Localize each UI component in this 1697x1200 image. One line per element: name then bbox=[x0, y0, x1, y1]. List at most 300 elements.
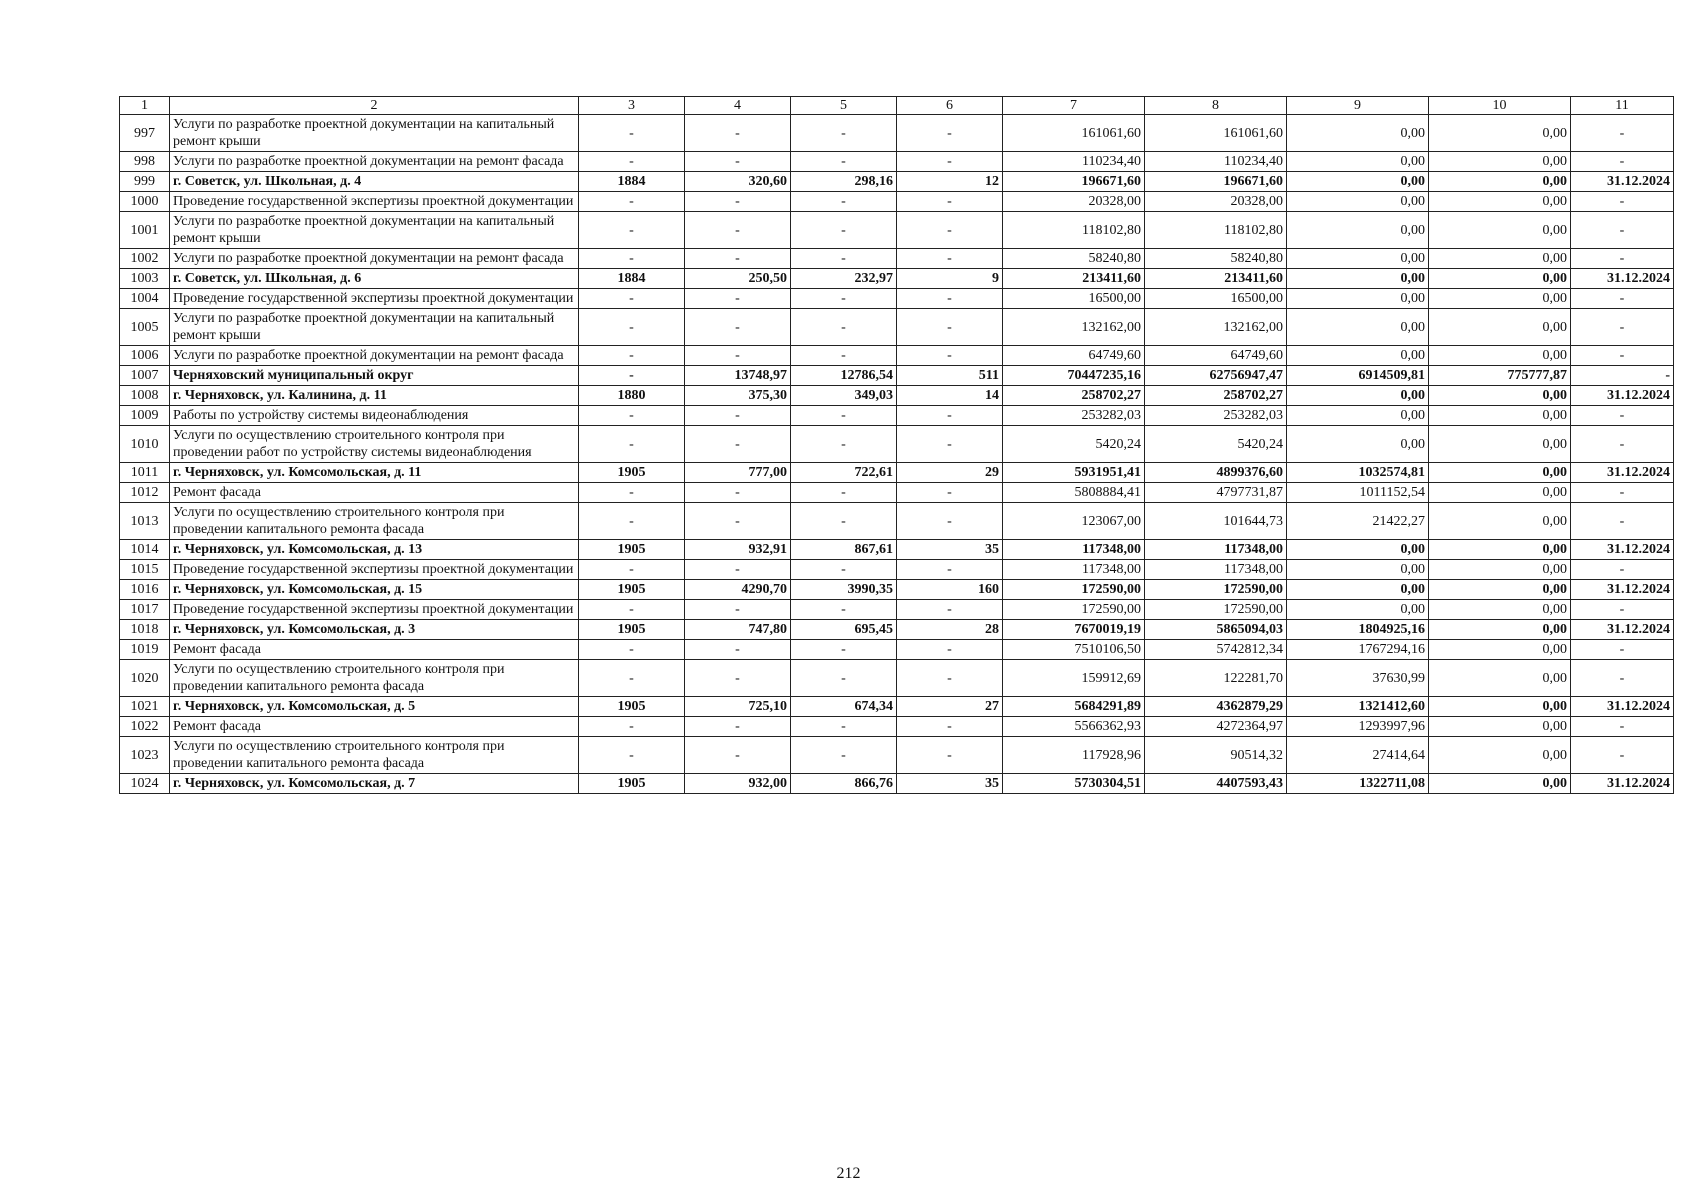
date-cell: - bbox=[1571, 600, 1674, 620]
address-row bbox=[120, 540, 1674, 560]
col-5-cell: - bbox=[791, 346, 897, 366]
col-9-cell: 1032574,81 bbox=[1287, 463, 1429, 483]
col-10-cell: 0,00 bbox=[1429, 580, 1571, 600]
col-4-cell: 13748,97 bbox=[685, 366, 791, 386]
col-8-cell: 258702,27 bbox=[1145, 386, 1287, 406]
year-cell: - bbox=[579, 152, 685, 172]
col-9-cell: 37630,99 bbox=[1287, 660, 1429, 697]
col-6-cell: - bbox=[897, 483, 1003, 503]
col-5-cell: 232,97 bbox=[791, 269, 897, 289]
row-number-cell: 1000 bbox=[120, 192, 170, 212]
description-cell: Услуги по разработке проектной документации на капитальный ремонт крыши bbox=[170, 115, 579, 152]
col-5-cell: - bbox=[791, 249, 897, 269]
year-cell: - bbox=[579, 289, 685, 309]
year-cell: - bbox=[579, 115, 685, 152]
date-cell: - bbox=[1571, 309, 1674, 346]
date-cell: - bbox=[1571, 115, 1674, 152]
header-cell: 4 bbox=[685, 97, 791, 115]
work-item-row bbox=[120, 249, 1674, 269]
col-5-cell: - bbox=[791, 660, 897, 697]
work-item-row bbox=[120, 640, 1674, 660]
address-row bbox=[120, 463, 1674, 483]
address-row bbox=[120, 269, 1674, 289]
col-10-cell: 0,00 bbox=[1429, 737, 1571, 774]
year-cell: - bbox=[579, 249, 685, 269]
col-8-cell: 16500,00 bbox=[1145, 289, 1287, 309]
col-7-cell: 117348,00 bbox=[1003, 540, 1145, 560]
description-cell: Черняховский муниципальный округ bbox=[170, 366, 579, 386]
col-6-cell: - bbox=[897, 503, 1003, 540]
row-number-cell: 997 bbox=[120, 115, 170, 152]
col-7-cell: 64749,60 bbox=[1003, 346, 1145, 366]
col-9-cell: 21422,27 bbox=[1287, 503, 1429, 540]
header-cell: 2 bbox=[170, 97, 579, 115]
description-cell: Проведение государственной экспертизы проектной документации bbox=[170, 289, 579, 309]
col-9-cell: 0,00 bbox=[1287, 115, 1429, 152]
work-item-row bbox=[120, 483, 1674, 503]
col-6-cell: 35 bbox=[897, 540, 1003, 560]
year-cell: - bbox=[579, 717, 685, 737]
col-5-cell: - bbox=[791, 737, 897, 774]
col-6-cell: - bbox=[897, 152, 1003, 172]
col-7-cell: 196671,60 bbox=[1003, 172, 1145, 192]
description-cell: г. Советск, ул. Школьная, д. 6 bbox=[170, 269, 579, 289]
date-cell: - bbox=[1571, 249, 1674, 269]
col-6-cell: 27 bbox=[897, 697, 1003, 717]
date-cell: 31.12.2024 bbox=[1571, 620, 1674, 640]
col-6-cell: - bbox=[897, 560, 1003, 580]
row-number-cell: 1006 bbox=[120, 346, 170, 366]
work-item-row bbox=[120, 737, 1674, 774]
col-6-cell: - bbox=[897, 192, 1003, 212]
col-7-cell: 7670019,19 bbox=[1003, 620, 1145, 640]
work-item-row bbox=[120, 192, 1674, 212]
col-7-cell: 5420,24 bbox=[1003, 426, 1145, 463]
col-6-cell: 28 bbox=[897, 620, 1003, 640]
address-row bbox=[120, 580, 1674, 600]
col-4-cell: - bbox=[685, 289, 791, 309]
col-4-cell: 932,91 bbox=[685, 540, 791, 560]
date-cell: - bbox=[1571, 152, 1674, 172]
description-cell: г. Черняховск, ул. Комсомольская, д. 13 bbox=[170, 540, 579, 560]
description-cell: г. Черняховск, ул. Комсомольская, д. 3 bbox=[170, 620, 579, 640]
date-cell: 31.12.2024 bbox=[1571, 386, 1674, 406]
col-5-cell: 298,16 bbox=[791, 172, 897, 192]
description-cell: Ремонт фасада bbox=[170, 717, 579, 737]
description-cell: Услуги по разработке проектной документации на капитальный ремонт крыши bbox=[170, 309, 579, 346]
col-5-cell: - bbox=[791, 406, 897, 426]
year-cell: - bbox=[579, 660, 685, 697]
col-8-cell: 5420,24 bbox=[1145, 426, 1287, 463]
header-cell: 11 bbox=[1571, 97, 1674, 115]
description-cell: г. Черняховск, ул. Калинина, д. 11 bbox=[170, 386, 579, 406]
page-number: 212 bbox=[836, 1165, 861, 1182]
col-8-cell: 132162,00 bbox=[1145, 309, 1287, 346]
col-7-cell: 172590,00 bbox=[1003, 580, 1145, 600]
col-4-cell: 777,00 bbox=[685, 463, 791, 483]
col-9-cell: 1322711,08 bbox=[1287, 774, 1429, 794]
date-cell: - bbox=[1571, 483, 1674, 503]
col-10-cell: 0,00 bbox=[1429, 540, 1571, 560]
col-4-cell: - bbox=[685, 483, 791, 503]
col-6-cell: 9 bbox=[897, 269, 1003, 289]
col-9-cell: 0,00 bbox=[1287, 172, 1429, 192]
col-7-cell: 20328,00 bbox=[1003, 192, 1145, 212]
col-4-cell: 4290,70 bbox=[685, 580, 791, 600]
date-cell: - bbox=[1571, 406, 1674, 426]
row-number-cell: 1014 bbox=[120, 540, 170, 560]
date-cell: - bbox=[1571, 717, 1674, 737]
year-cell: - bbox=[579, 640, 685, 660]
col-8-cell: 196671,60 bbox=[1145, 172, 1287, 192]
row-number-cell: 1009 bbox=[120, 406, 170, 426]
date-cell: - bbox=[1571, 192, 1674, 212]
col-9-cell: 1804925,16 bbox=[1287, 620, 1429, 640]
col-5-cell: - bbox=[791, 600, 897, 620]
col-6-cell: - bbox=[897, 249, 1003, 269]
col-4-cell: - bbox=[685, 249, 791, 269]
row-number-cell: 1021 bbox=[120, 697, 170, 717]
description-cell: Работы по устройству системы видеонаблюдения bbox=[170, 406, 579, 426]
col-7-cell: 132162,00 bbox=[1003, 309, 1145, 346]
col-10-cell: 775777,87 bbox=[1429, 366, 1571, 386]
col-7-cell: 7510106,50 bbox=[1003, 640, 1145, 660]
col-6-cell: - bbox=[897, 640, 1003, 660]
col-6-cell: 14 bbox=[897, 386, 1003, 406]
col-7-cell: 117348,00 bbox=[1003, 560, 1145, 580]
row-number-cell: 1023 bbox=[120, 737, 170, 774]
description-cell: Ремонт фасада bbox=[170, 640, 579, 660]
work-item-row bbox=[120, 115, 1674, 152]
description-cell: Услуги по осуществлению строительного контроля при проведении капитального ремонта фасада bbox=[170, 660, 579, 697]
col-9-cell: 1011152,54 bbox=[1287, 483, 1429, 503]
column-number-header-row bbox=[120, 97, 1674, 115]
description-cell: Услуги по осуществлению строительного контроля при проведении капитального ремонта фасада bbox=[170, 503, 579, 540]
date-cell: - bbox=[1571, 737, 1674, 774]
row-number-cell: 1022 bbox=[120, 717, 170, 737]
col-10-cell: 0,00 bbox=[1429, 560, 1571, 580]
col-6-cell: 160 bbox=[897, 580, 1003, 600]
row-number-cell: 1005 bbox=[120, 309, 170, 346]
col-7-cell: 161061,60 bbox=[1003, 115, 1145, 152]
col-10-cell: 0,00 bbox=[1429, 212, 1571, 249]
work-item-row bbox=[120, 503, 1674, 540]
col-4-cell: - bbox=[685, 406, 791, 426]
col-5-cell: - bbox=[791, 560, 897, 580]
description-cell: Услуги по разработке проектной документации на ремонт фасада bbox=[170, 346, 579, 366]
description-cell: г. Советск, ул. Школьная, д. 4 bbox=[170, 172, 579, 192]
year-cell: 1905 bbox=[579, 580, 685, 600]
col-5-cell: - bbox=[791, 483, 897, 503]
col-6-cell: - bbox=[897, 115, 1003, 152]
col-9-cell: 0,00 bbox=[1287, 426, 1429, 463]
col-5-cell: 3990,35 bbox=[791, 580, 897, 600]
col-5-cell: - bbox=[791, 289, 897, 309]
col-10-cell: 0,00 bbox=[1429, 172, 1571, 192]
date-cell: - bbox=[1571, 560, 1674, 580]
year-cell: - bbox=[579, 426, 685, 463]
col-9-cell: 1767294,16 bbox=[1287, 640, 1429, 660]
col-7-cell: 159912,69 bbox=[1003, 660, 1145, 697]
col-7-cell: 253282,03 bbox=[1003, 406, 1145, 426]
description-cell: г. Черняховск, ул. Комсомольская, д. 7 bbox=[170, 774, 579, 794]
col-8-cell: 4899376,60 bbox=[1145, 463, 1287, 483]
work-item-row bbox=[120, 289, 1674, 309]
col-6-cell: - bbox=[897, 289, 1003, 309]
description-cell: г. Черняховск, ул. Комсомольская, д. 5 bbox=[170, 697, 579, 717]
col-8-cell: 117348,00 bbox=[1145, 540, 1287, 560]
row-number-cell: 1024 bbox=[120, 774, 170, 794]
col-8-cell: 118102,80 bbox=[1145, 212, 1287, 249]
col-5-cell: - bbox=[791, 717, 897, 737]
col-7-cell: 258702,27 bbox=[1003, 386, 1145, 406]
year-cell: - bbox=[579, 560, 685, 580]
col-4-cell: - bbox=[685, 503, 791, 540]
col-5-cell: 674,34 bbox=[791, 697, 897, 717]
date-cell: - bbox=[1571, 426, 1674, 463]
col-4-cell: - bbox=[685, 660, 791, 697]
col-5-cell: - bbox=[791, 309, 897, 346]
row-number-cell: 1007 bbox=[120, 366, 170, 386]
col-6-cell: 12 bbox=[897, 172, 1003, 192]
col-9-cell: 0,00 bbox=[1287, 346, 1429, 366]
date-cell: 31.12.2024 bbox=[1571, 172, 1674, 192]
row-number-cell: 1004 bbox=[120, 289, 170, 309]
address-row bbox=[120, 620, 1674, 640]
description-cell: Проведение государственной экспертизы проектной документации bbox=[170, 560, 579, 580]
col-4-cell: - bbox=[685, 560, 791, 580]
address-row bbox=[120, 697, 1674, 717]
col-4-cell: - bbox=[685, 309, 791, 346]
address-row bbox=[120, 774, 1674, 794]
date-cell: 31.12.2024 bbox=[1571, 540, 1674, 560]
header-cell: 8 bbox=[1145, 97, 1287, 115]
col-9-cell: 1321412,60 bbox=[1287, 697, 1429, 717]
col-10-cell: 0,00 bbox=[1429, 717, 1571, 737]
year-cell: - bbox=[579, 212, 685, 249]
date-cell: - bbox=[1571, 346, 1674, 366]
header-cell: 10 bbox=[1429, 97, 1571, 115]
col-6-cell: - bbox=[897, 426, 1003, 463]
col-10-cell: 0,00 bbox=[1429, 115, 1571, 152]
col-4-cell: - bbox=[685, 115, 791, 152]
col-4-cell: - bbox=[685, 426, 791, 463]
col-10-cell: 0,00 bbox=[1429, 289, 1571, 309]
col-8-cell: 122281,70 bbox=[1145, 660, 1287, 697]
col-9-cell: 0,00 bbox=[1287, 580, 1429, 600]
col-9-cell: 0,00 bbox=[1287, 386, 1429, 406]
col-7-cell: 172590,00 bbox=[1003, 600, 1145, 620]
col-4-cell: - bbox=[685, 346, 791, 366]
description-cell: г. Черняховск, ул. Комсомольская, д. 11 bbox=[170, 463, 579, 483]
col-8-cell: 110234,40 bbox=[1145, 152, 1287, 172]
date-cell: 31.12.2024 bbox=[1571, 774, 1674, 794]
description-cell: Услуги по разработке проектной документации на ремонт фасада bbox=[170, 249, 579, 269]
description-cell: Услуги по разработке проектной документации на ремонт фасада bbox=[170, 152, 579, 172]
col-7-cell: 5684291,89 bbox=[1003, 697, 1145, 717]
col-5-cell: - bbox=[791, 426, 897, 463]
year-cell: - bbox=[579, 309, 685, 346]
col-9-cell: 6914509,81 bbox=[1287, 366, 1429, 386]
year-cell: - bbox=[579, 503, 685, 540]
header-cell: 6 bbox=[897, 97, 1003, 115]
description-cell: г. Черняховск, ул. Комсомольская, д. 15 bbox=[170, 580, 579, 600]
col-4-cell: 932,00 bbox=[685, 774, 791, 794]
col-5-cell: - bbox=[791, 640, 897, 660]
col-10-cell: 0,00 bbox=[1429, 386, 1571, 406]
year-cell: 1884 bbox=[579, 269, 685, 289]
col-5-cell: - bbox=[791, 192, 897, 212]
header-cell: 3 bbox=[579, 97, 685, 115]
col-9-cell: 0,00 bbox=[1287, 192, 1429, 212]
work-item-row bbox=[120, 660, 1674, 697]
col-8-cell: 58240,80 bbox=[1145, 249, 1287, 269]
col-9-cell: 1293997,96 bbox=[1287, 717, 1429, 737]
row-number-cell: 1002 bbox=[120, 249, 170, 269]
col-6-cell: - bbox=[897, 309, 1003, 346]
col-8-cell: 172590,00 bbox=[1145, 600, 1287, 620]
year-cell: 1880 bbox=[579, 386, 685, 406]
col-6-cell: - bbox=[897, 737, 1003, 774]
col-4-cell: 320,60 bbox=[685, 172, 791, 192]
col-5-cell: - bbox=[791, 115, 897, 152]
col-8-cell: 117348,00 bbox=[1145, 560, 1287, 580]
col-4-cell: 250,50 bbox=[685, 269, 791, 289]
row-number-cell: 1017 bbox=[120, 600, 170, 620]
col-6-cell: 35 bbox=[897, 774, 1003, 794]
col-7-cell: 118102,80 bbox=[1003, 212, 1145, 249]
col-7-cell: 16500,00 bbox=[1003, 289, 1145, 309]
work-item-row bbox=[120, 309, 1674, 346]
col-10-cell: 0,00 bbox=[1429, 640, 1571, 660]
col-9-cell: 0,00 bbox=[1287, 406, 1429, 426]
date-cell: - bbox=[1571, 212, 1674, 249]
col-10-cell: 0,00 bbox=[1429, 426, 1571, 463]
description-cell: Услуги по разработке проектной документации на капитальный ремонт крыши bbox=[170, 212, 579, 249]
description-cell: Проведение государственной экспертизы проектной документации bbox=[170, 600, 579, 620]
data-table bbox=[119, 96, 1674, 794]
col-7-cell: 5566362,93 bbox=[1003, 717, 1145, 737]
year-cell: - bbox=[579, 406, 685, 426]
col-10-cell: 0,00 bbox=[1429, 774, 1571, 794]
year-cell: 1905 bbox=[579, 620, 685, 640]
row-number-cell: 1011 bbox=[120, 463, 170, 483]
col-6-cell: 29 bbox=[897, 463, 1003, 483]
col-8-cell: 172590,00 bbox=[1145, 580, 1287, 600]
col-6-cell: - bbox=[897, 717, 1003, 737]
year-cell: - bbox=[579, 600, 685, 620]
col-4-cell: - bbox=[685, 640, 791, 660]
col-7-cell: 5730304,51 bbox=[1003, 774, 1145, 794]
col-4-cell: - bbox=[685, 152, 791, 172]
date-cell: 31.12.2024 bbox=[1571, 580, 1674, 600]
col-8-cell: 90514,32 bbox=[1145, 737, 1287, 774]
col-8-cell: 4272364,97 bbox=[1145, 717, 1287, 737]
col-10-cell: 0,00 bbox=[1429, 660, 1571, 697]
date-cell: - bbox=[1571, 503, 1674, 540]
col-7-cell: 123067,00 bbox=[1003, 503, 1145, 540]
table-body bbox=[120, 97, 1674, 794]
col-5-cell: 695,45 bbox=[791, 620, 897, 640]
year-cell: 1884 bbox=[579, 172, 685, 192]
col-9-cell: 0,00 bbox=[1287, 269, 1429, 289]
col-9-cell: 0,00 bbox=[1287, 600, 1429, 620]
col-8-cell: 5865094,03 bbox=[1145, 620, 1287, 640]
col-10-cell: 0,00 bbox=[1429, 600, 1571, 620]
col-8-cell: 4407593,43 bbox=[1145, 774, 1287, 794]
header-cell: 1 bbox=[120, 97, 170, 115]
col-6-cell: - bbox=[897, 212, 1003, 249]
col-10-cell: 0,00 bbox=[1429, 697, 1571, 717]
col-7-cell: 117928,96 bbox=[1003, 737, 1145, 774]
col-7-cell: 110234,40 bbox=[1003, 152, 1145, 172]
work-item-row bbox=[120, 346, 1674, 366]
col-6-cell: - bbox=[897, 406, 1003, 426]
col-8-cell: 213411,60 bbox=[1145, 269, 1287, 289]
col-8-cell: 161061,60 bbox=[1145, 115, 1287, 152]
year-cell: 1905 bbox=[579, 463, 685, 483]
date-cell: - bbox=[1571, 366, 1674, 386]
col-4-cell: - bbox=[685, 600, 791, 620]
row-number-cell: 1016 bbox=[120, 580, 170, 600]
col-5-cell: - bbox=[791, 212, 897, 249]
col-7-cell: 5931951,41 bbox=[1003, 463, 1145, 483]
col-9-cell: 0,00 bbox=[1287, 152, 1429, 172]
col-6-cell: 511 bbox=[897, 366, 1003, 386]
col-9-cell: 0,00 bbox=[1287, 540, 1429, 560]
col-5-cell: 866,76 bbox=[791, 774, 897, 794]
col-4-cell: 747,80 bbox=[685, 620, 791, 640]
row-number-cell: 1010 bbox=[120, 426, 170, 463]
col-5-cell: 867,61 bbox=[791, 540, 897, 560]
date-cell: 31.12.2024 bbox=[1571, 269, 1674, 289]
col-9-cell: 0,00 bbox=[1287, 212, 1429, 249]
col-8-cell: 20328,00 bbox=[1145, 192, 1287, 212]
col-10-cell: 0,00 bbox=[1429, 463, 1571, 483]
col-10-cell: 0,00 bbox=[1429, 483, 1571, 503]
address-row bbox=[120, 172, 1674, 192]
col-8-cell: 5742812,34 bbox=[1145, 640, 1287, 660]
work-item-row bbox=[120, 152, 1674, 172]
row-number-cell: 1008 bbox=[120, 386, 170, 406]
work-item-row bbox=[120, 406, 1674, 426]
col-9-cell: 27414,64 bbox=[1287, 737, 1429, 774]
work-item-row bbox=[120, 717, 1674, 737]
col-8-cell: 253282,03 bbox=[1145, 406, 1287, 426]
col-8-cell: 101644,73 bbox=[1145, 503, 1287, 540]
row-number-cell: 1012 bbox=[120, 483, 170, 503]
date-cell: - bbox=[1571, 660, 1674, 697]
col-5-cell: - bbox=[791, 152, 897, 172]
address-row bbox=[120, 366, 1674, 386]
col-6-cell: - bbox=[897, 346, 1003, 366]
year-cell: - bbox=[579, 366, 685, 386]
col-4-cell: 375,30 bbox=[685, 386, 791, 406]
col-4-cell: - bbox=[685, 192, 791, 212]
col-7-cell: 213411,60 bbox=[1003, 269, 1145, 289]
col-4-cell: - bbox=[685, 737, 791, 774]
row-number-cell: 1001 bbox=[120, 212, 170, 249]
row-number-cell: 1020 bbox=[120, 660, 170, 697]
description-cell: Услуги по осуществлению строительного контроля при проведении капитального ремонта фасада bbox=[170, 737, 579, 774]
col-4-cell: - bbox=[685, 212, 791, 249]
col-4-cell: 725,10 bbox=[685, 697, 791, 717]
col-6-cell: - bbox=[897, 600, 1003, 620]
date-cell: 31.12.2024 bbox=[1571, 463, 1674, 483]
col-5-cell: - bbox=[791, 503, 897, 540]
year-cell: - bbox=[579, 192, 685, 212]
description-cell: Услуги по осуществлению строительного контроля при проведении работ по устройству системы видеонаблюдения bbox=[170, 426, 579, 463]
